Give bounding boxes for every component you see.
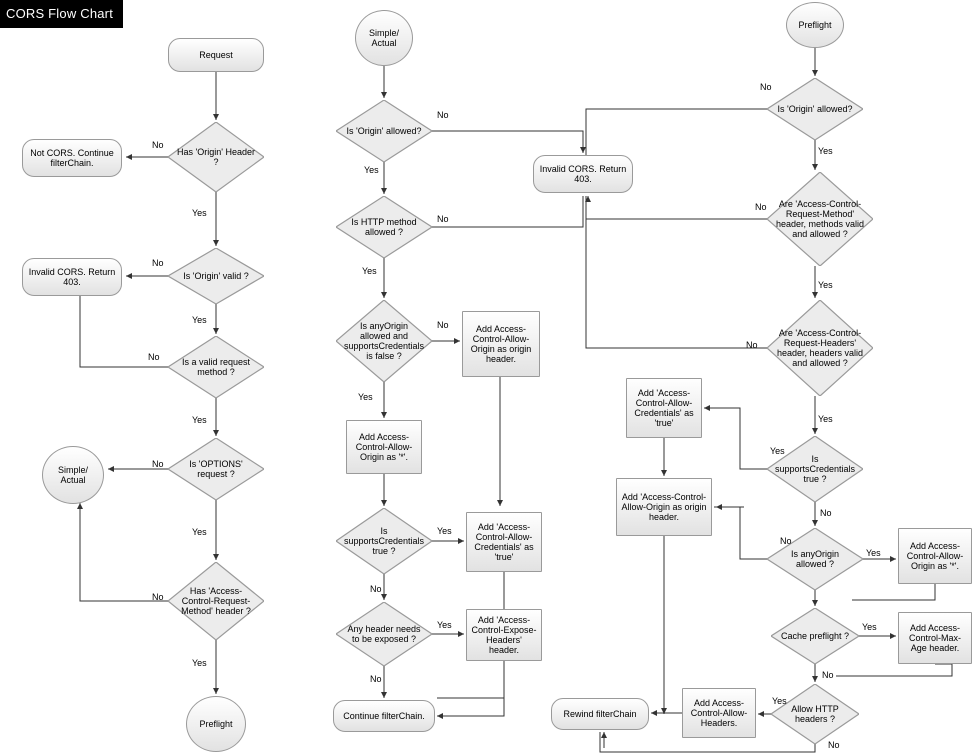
- flow-node-m2: [336, 100, 432, 162]
- flow-node-label: Is supportsCredentials true ?: [774, 453, 856, 485]
- flow-node-r10: [771, 608, 859, 664]
- edge-label: Yes: [437, 620, 452, 630]
- edge-label: Yes: [437, 526, 452, 536]
- edge-label: No: [437, 214, 449, 224]
- flow-node-m4: [336, 196, 432, 258]
- edge-label: Yes: [192, 658, 207, 668]
- edge-label: No: [152, 459, 164, 469]
- flow-node-m3: [533, 155, 633, 193]
- flow-node-label: Preflight: [798, 19, 832, 30]
- flow-node-label: Is 'Origin' allowed?: [346, 125, 422, 136]
- edge-label: Yes: [818, 280, 833, 290]
- flow-node-label: Has 'Access-Control-Request-Method' header ?: [181, 585, 251, 617]
- flow-node-label: Has 'Origin' Header ?: [177, 146, 255, 167]
- flow-node-label: Is anyOrigin allowed and supportsCredentials is false ?: [343, 320, 425, 362]
- flow-node-r13: [682, 688, 756, 738]
- edge-label: No: [437, 320, 449, 330]
- flow-node-m11: [466, 609, 542, 661]
- edge-label: No: [755, 202, 767, 212]
- edge-label: Yes: [862, 622, 877, 632]
- edge-label: Yes: [358, 392, 373, 402]
- flow-node-label: Add 'Access-Control-Expose-Headers' header.: [471, 614, 537, 656]
- flow-node-n7: [168, 438, 264, 500]
- flow-node-label: Any header needs to be exposed ?: [347, 623, 421, 644]
- flow-node-r14: [551, 698, 649, 730]
- edge-label: No: [828, 740, 840, 750]
- flow-node-m10: [336, 602, 432, 666]
- edge-label: No: [820, 508, 832, 518]
- flow-node-m1: [355, 10, 413, 66]
- flow-node-r1: [786, 2, 844, 48]
- edge-label: No: [152, 258, 164, 268]
- flow-node-label: Request: [199, 49, 233, 60]
- flow-node-label: Add Access-Control-Allow-Origin as origin header.: [470, 323, 532, 365]
- flow-node-n10: [186, 696, 246, 752]
- flow-node-label: Is anyOrigin allowed ?: [790, 548, 840, 569]
- flow-node-r2: [767, 78, 863, 140]
- flow-node-label: Add 'Access-Control-Allow-Credentials' as 'true': [474, 521, 534, 563]
- flow-node-label: Is 'Origin' valid ?: [183, 270, 249, 281]
- flow-node-label: Invalid CORS. Return 403.: [539, 163, 627, 184]
- flow-node-label: Allow HTTP headers ?: [791, 703, 839, 724]
- edge-label: No: [822, 670, 834, 680]
- flow-node-r6: [626, 378, 702, 438]
- edge-label: Yes: [866, 548, 881, 558]
- flow-node-label: Add Access-Control-Allow-Headers.: [690, 697, 748, 729]
- edge-label: No: [370, 584, 382, 594]
- edge-label: Yes: [364, 165, 379, 175]
- flow-node-r4: [767, 300, 873, 396]
- flow-node-m9: [466, 512, 542, 572]
- flow-node-label: Invalid CORS. Return 403.: [28, 266, 116, 287]
- flow-node-label: Is 'Origin' allowed?: [777, 103, 853, 114]
- flow-node-label: Are 'Access-Control-Request-Headers' header, headers valid and allowed ?: [776, 327, 864, 369]
- flow-node-r11: [898, 612, 972, 664]
- edge-label: No: [746, 340, 758, 350]
- flow-node-m12: [333, 700, 435, 732]
- edge-label: Yes: [192, 208, 207, 218]
- edge-label: Yes: [192, 415, 207, 425]
- flow-node-n6: [168, 336, 264, 398]
- edge-label: Yes: [770, 446, 785, 456]
- edge-label: Yes: [772, 696, 787, 706]
- flow-node-n3: [22, 139, 122, 177]
- flow-node-label: Add 'Access-Control-Allow-Origin as origin header.: [621, 491, 707, 523]
- flow-node-label: Add Access-Control-Allow-Origin as '*'.: [906, 540, 964, 572]
- flow-node-m7: [346, 420, 422, 474]
- flow-node-label: Simple/ Actual: [368, 27, 399, 48]
- edge-label: No: [152, 140, 164, 150]
- flow-node-label: Add 'Access-Control-Allow-Credentials' as 'true': [634, 387, 694, 429]
- flow-node-r12: [771, 684, 859, 744]
- flow-node-label: Rewind filterChain: [563, 708, 637, 719]
- flow-node-r9: [898, 528, 972, 584]
- flow-node-n4: [168, 248, 264, 304]
- flow-node-label: Add Access-Control-Max-Age header.: [908, 622, 961, 654]
- flow-node-n5: [22, 258, 122, 296]
- flow-node-n2: [168, 122, 264, 192]
- flow-node-label: Is supportsCredentials true ?: [343, 525, 425, 557]
- edge-label: No: [148, 352, 160, 362]
- edge-label: No: [152, 592, 164, 602]
- edge-label: Yes: [192, 315, 207, 325]
- edge-label: No: [370, 674, 382, 684]
- edge-label: No: [780, 536, 792, 546]
- edge-label: Yes: [818, 146, 833, 156]
- flow-node-label: Preflight: [199, 718, 233, 729]
- flow-node-label: Is 'OPTIONS' request ?: [189, 458, 243, 479]
- flow-node-n1: [168, 38, 264, 72]
- edge-label: Yes: [818, 414, 833, 424]
- edge-label: No: [437, 110, 449, 120]
- flow-node-label: Cache preflight ?: [780, 630, 850, 641]
- flow-node-label: Is a valid request method ?: [181, 356, 251, 377]
- flow-node-r7: [616, 478, 712, 536]
- flow-node-n9: [168, 562, 264, 640]
- flow-node-r3: [767, 172, 873, 266]
- flow-node-label: Continue filterChain.: [343, 710, 425, 721]
- flow-node-n8: [42, 446, 104, 504]
- flow-node-label: Are 'Access-Control-Request-Method' header, methods valid and allowed ?: [775, 198, 865, 240]
- page-title: CORS Flow Chart: [0, 0, 123, 28]
- flow-node-label: Not CORS. Continue filterChain.: [30, 147, 114, 168]
- flow-node-label: Add Access-Control-Allow-Origin as '*'.: [355, 431, 413, 463]
- flow-node-label: Is HTTP method allowed ?: [351, 216, 417, 237]
- flow-node-m6: [462, 311, 540, 377]
- flow-node-m8: [336, 508, 432, 574]
- flow-node-m5: [336, 300, 432, 382]
- edge-label: No: [760, 82, 772, 92]
- flow-node-label: Simple/ Actual: [57, 464, 88, 485]
- edge-label: Yes: [362, 266, 377, 276]
- edge-label: Yes: [192, 527, 207, 537]
